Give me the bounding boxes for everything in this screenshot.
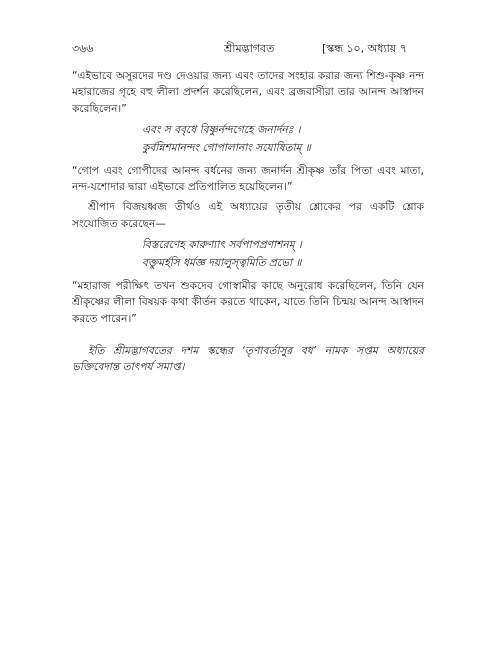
closing-statement: ইতি শ্রীমদ্ভাগবতের দশম স্কন্ধের ‘তৃণাবর্তাসুর বধ’ নামক সপ্তম অধ্যায়ের ভক্তিবেদান্ত তাৎপর্য সমাপ্ত।	[72, 344, 424, 374]
main-content	[72, 66, 424, 386]
verse-1	[72, 121, 424, 157]
verse-2-line-2: বক্তুমর্হসি ধর্মজ্ঞ দয়ালুস্ত্বমিতি প্রভো ॥	[142, 257, 302, 270]
paragraph-1: “এইভাবে অসুরদের দণ্ড দেওয়ার জন্য এবং তাদের সংহার করার জন্য শিশু-কৃষ্ণ নন্দ মহারাজের গৃহে বহু লীলা প্রদর্শন করেছিলেন, এবং ব্রজবাসীরা তার আনন্দ আস্বাদন করেছিলেন।”	[72, 70, 424, 115]
paragraph-3: শ্রীপাদ বিজয়ধ্বজ তীর্থও এই অধ্যায়ের তৃতীয় শ্লোকের পর একটি শ্লোক সংযোজিত করেছেন—	[72, 201, 424, 230]
paragraph-2: “গোপ এবং গোপীদের আনন্দ বর্ধনের জন্য জনার্দন শ্রীকৃষ্ণ তাঁর পিতা এবং মাতা, নন্দ-যশোদার দ্বারা এইভাবে প্রতিপালিত হয়েছিলেন।”	[72, 164, 424, 194]
verse-2	[72, 236, 424, 272]
page-number: ৩৬৬	[72, 42, 94, 55]
section-reference: [স্কন্ধ ১০, অধ্যায় ৭	[322, 42, 407, 55]
verse-2-line-1: বিস্তরেণেহ কারুণ্যাৎ সর্বপাপপ্রণাশনম্ ।	[142, 239, 302, 252]
verse-1-line-2: কুর্বন্নিশমানন্দং গোপালানাং সযোষিতাম্ ॥	[142, 141, 311, 154]
paragraph-4: “মহারাজ পরীক্ষিৎ তখন শুকদেব গোস্বামীর কাছে অনুরোধ করেছিলেন, তিনি যেন শ্রীকৃষ্ণের লীলা বিষয়ক কথা কীর্তন করতে থাকেন, যাতে তিনি চিন্ময় আনন্দ আস্বাদন করতে পারেন।”	[72, 280, 424, 325]
verse-1-line-1: এবং স ববৃধে বিষ্ণুর্নন্দগেহে জনার্দনঃ ।	[142, 123, 301, 136]
running-title: শ্রীমদ্ভাগবত	[224, 42, 275, 55]
